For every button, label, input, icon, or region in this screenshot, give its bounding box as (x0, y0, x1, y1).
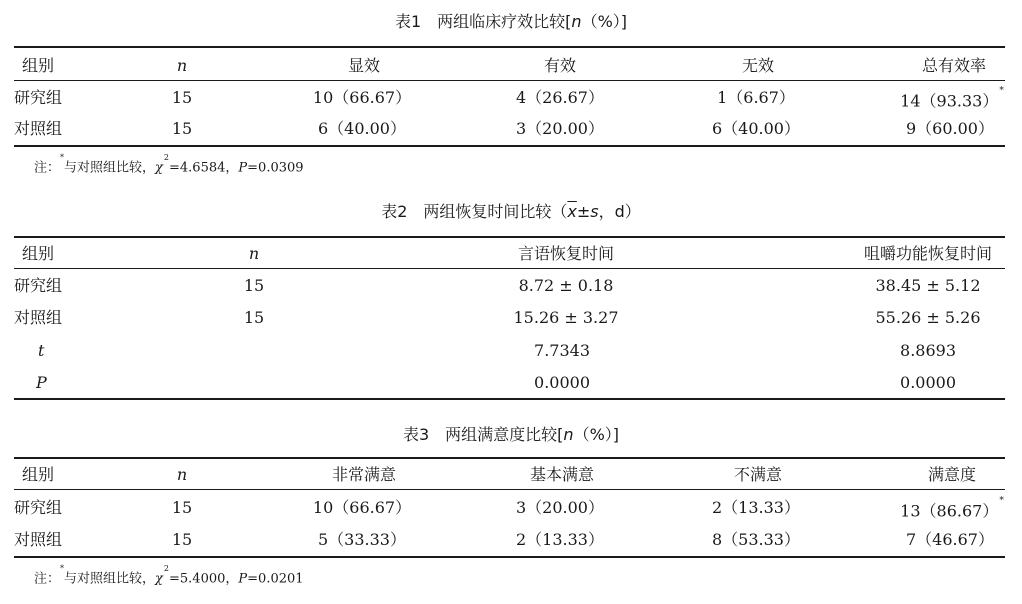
table2-row-c1: 0.0000 (534, 373, 590, 392)
table3-row-c3: 8（53.33） (712, 530, 800, 549)
table3-header-n: n (176, 465, 188, 484)
table2-row-c1: 7.7343 (534, 341, 590, 360)
table1-header-total-rate: 总有效率 (921, 56, 987, 75)
table2-header-speech: 言语恢复时间 (517, 244, 615, 263)
table2-header-n: n (248, 244, 260, 263)
table3-header-rule (14, 489, 1005, 490)
table1-row-c1: 10（66.67） (312, 88, 412, 107)
table3-row-group: 对照组 (14, 530, 63, 549)
table3-row-group: 研究组 (14, 498, 63, 517)
table1-header-marked: 显效 (347, 56, 381, 75)
table1-top-rule (14, 46, 1005, 48)
table3-row-c4: 7（46.67） (906, 530, 994, 549)
table1-row-c4: 14（93.33）* (900, 86, 1004, 111)
table3-header-satisfaction: 满意度 (927, 465, 977, 484)
table2-row-stat-p: P (36, 373, 47, 392)
table2-caption: 表2 两组恢复时间比较（$\overline{x}\pm s$，d） (381, 202, 641, 221)
table1-header-effective: 有效 (543, 56, 577, 75)
table1-header-ineffective: 无效 (741, 56, 775, 75)
table2-header-rule (14, 268, 1005, 269)
table3-note: 注：*与对照组比较，$\chi^2=5.4000$，P=0.0201 (34, 564, 304, 587)
table1-row-c1: 6（40.00） (318, 119, 406, 138)
table1-row-c4: 9（60.00） (906, 119, 994, 138)
table3-header-basically-satisfied: 基本满意 (529, 465, 595, 484)
table1-header-n: n (176, 56, 188, 75)
table3-header-unsatisfied: 不满意 (733, 465, 783, 484)
table2-row-c2: 55.26 ± 5.26 (875, 308, 981, 327)
table1-note: 注：*与对照组比较，$\chi^2=4.6584$，P=0.0309 (34, 153, 304, 176)
table3-row-n: 15 (171, 498, 193, 517)
table1-row-c3: 6（40.00） (712, 119, 800, 138)
significance-mark: * (999, 496, 1004, 506)
table3-header-group: 组别 (22, 465, 55, 484)
table2-row-c2: 8.8693 (900, 341, 956, 360)
table3-row-c1: 5（33.33） (318, 530, 406, 549)
table2-row-c1: 8.72 ± 0.18 (518, 276, 614, 295)
table2-row-n: 15 (243, 308, 265, 327)
table1-header-group: 组别 (22, 56, 55, 75)
table1-row-c3: 1（6.67） (717, 88, 795, 107)
table2-row-group: 研究组 (14, 276, 63, 295)
table1-row-group: 研究组 (14, 88, 63, 107)
table1-bottom-rule (14, 145, 1005, 147)
table2-row-group: 对照组 (14, 308, 63, 327)
table2-row-c2: 0.0000 (900, 373, 956, 392)
table1-row-c2: 4（26.67） (516, 88, 604, 107)
table3-row-n: 15 (171, 530, 193, 549)
table1-header-rule (14, 80, 1005, 81)
table3-row-c3: 2（13.33） (712, 498, 800, 517)
table2-row-stat-t: t (38, 341, 45, 360)
table1-row-group: 对照组 (14, 119, 63, 138)
table1-row-c2: 3（20.00） (516, 119, 604, 138)
table3-row-c2: 3（20.00） (516, 498, 604, 517)
table3-row-c1: 10（66.67） (312, 498, 412, 517)
table2-row-n: 15 (243, 276, 265, 295)
table3-row-c2: 2（13.33） (516, 530, 604, 549)
table1-row-n: 15 (171, 88, 193, 107)
table2-header-group: 组别 (22, 244, 55, 263)
table3-bottom-rule (14, 556, 1005, 558)
table3-header-very-satisfied: 非常满意 (331, 465, 397, 484)
table3-caption: 表3 两组满意度比较[n（%）] (402, 425, 620, 444)
table2-row-c2: 38.45 ± 5.12 (875, 276, 981, 295)
significance-mark: * (999, 86, 1004, 96)
table3-top-rule (14, 457, 1005, 459)
table2-bottom-rule (14, 398, 1005, 400)
table2-top-rule (14, 236, 1005, 238)
table3-row-c4: 13（86.67）* (900, 496, 1004, 521)
table1-row-n: 15 (171, 119, 193, 138)
table1-caption: 表1 两组临床疗效比较[n（%）] (394, 12, 628, 31)
table2-row-c1: 15.26 ± 3.27 (513, 308, 619, 327)
table2-header-chewing: 咀嚼功能恢复时间 (863, 244, 993, 263)
